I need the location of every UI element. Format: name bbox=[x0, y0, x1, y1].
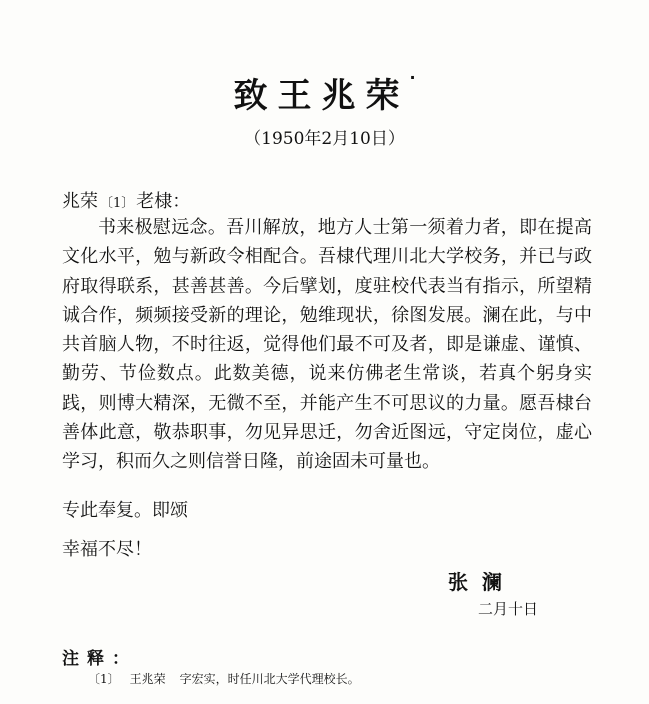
notes-heading: 注释： bbox=[62, 649, 137, 669]
signature: 张澜 bbox=[448, 570, 516, 594]
footnote-reference: 〔1〕 bbox=[100, 196, 135, 211]
footnote-term: 王兆荣 bbox=[129, 672, 166, 686]
footnote-marker: 〔1〕 bbox=[88, 672, 120, 686]
title-mark: · bbox=[409, 68, 416, 87]
salutation bbox=[62, 187, 190, 213]
salutation-suffix: 老棣： bbox=[136, 191, 191, 212]
salutation-name: 兆荣 bbox=[62, 191, 98, 212]
footnote-item bbox=[88, 670, 370, 687]
letter-title-text: 致王兆荣 bbox=[233, 76, 410, 116]
letter-date: （1950年2月10日） bbox=[244, 129, 405, 149]
closing-line: 专此奉复。即颂 bbox=[62, 500, 188, 521]
footnote-text: 字宏实，时任川北大学代理校长。 bbox=[179, 672, 360, 686]
closing-wish: 幸福不尽！ bbox=[62, 539, 152, 560]
letter-body: 书来极慰远念。吾川解放，地方人士第一须着力者，即在提高文化水平，勉与新政令相配合。吾棣代理川北大学校务，并已与政府取得联系，甚善甚善。今后擘划，度驻校代表当有指示，所望精诚合作，频频接受新的理论，勉维现状，徐图发展。澜在此，与中共首脑人物，不时往返，觉得他们最不可及者，即是谦虚、谨慎、勤劳、节俭数点。此数美德，说来仿佛老生常谈，若真个躬身实践，则博大精深，无微不至，并能产生不可思议的力量。愿吾棣台善体此意，敬恭职事，勿见异思迁，勿舍近图远，守定岗位，虚心学习，积而久之则信誉日隆，前途固未可量也。 bbox=[62, 217, 592, 473]
signature-date: 二月十日 bbox=[478, 600, 539, 618]
letter-title bbox=[0, 68, 649, 117]
